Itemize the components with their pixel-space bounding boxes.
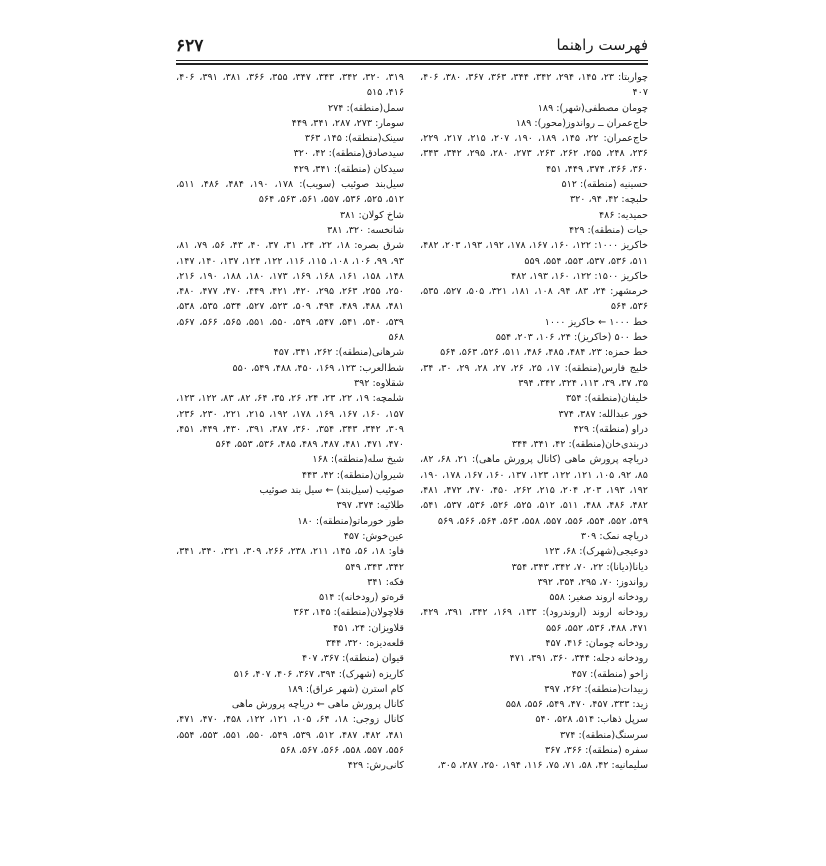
index-column-left xyxy=(176,70,404,774)
index-entry xyxy=(176,667,404,682)
index-entry-text: دیانا(دیانا): ۲۲، ۷۰، ۳۴۲، ۳۴۳، ۳۵۴ xyxy=(511,561,648,573)
index-entry xyxy=(420,391,648,406)
index-entry xyxy=(176,636,404,651)
index-entry xyxy=(420,116,648,131)
index-entry-text: شط‌العرب: ۱۲۳، ۱۶۹، ۴۵۰، ۴۸۸، ۵۴۹، ۵۵۰ xyxy=(232,362,404,374)
index-entry-text: قلاچولان(منطقه): ۱۴۵، ۳۶۳ xyxy=(293,607,404,619)
index-entry xyxy=(176,498,404,513)
index-entry-text: رودخانه اروند (اروندرود): ۱۳۳، ۱۶۹، ۳۴۲، ۳۹۱، ۴۲۹، ۴۷۱، ۴۸۸، ۵۳۶، ۵۵۲، ۵۵۶ xyxy=(420,607,648,634)
index-entry-text: دراو (منطقه): ۴۲۹ xyxy=(573,423,648,435)
index-entry-text: دریاچه پرورش ماهی (کانال پرورش ماهی): ۲۱، ۶۸، ۸۲، ۸۵، ۹۲، ۱۰۵، ۱۲۱، ۱۲۲، ۱۲۳، ۱۳۷، ۱۶۰، ۱۶۷، ۱۷۸، ۱۹۰، ۱۹۲، ۱۹۳، ۲۰۳، ۲۰۴، ۲۱۵، ۲۶۲، ۴۵۰، ۴۷۰، ۴۷۲، ۴۸۱، ۴۸۲، ۴۸۶، ۴۸۸، ۵۱۱، ۵۱۲، ۵۲۵، ۵۲۶، ۵۳۶، ۵۳۷، ۵۴۱، ۵۴۹، ۵۵۲، ۵۵۴، ۵۵۶، ۵۵۷، ۵۵۸، ۵۶۳، ۵۶۴، ۵۶۶، ۵۶۹ xyxy=(420,454,648,527)
index-entry-text: خط حمزه: ۲۳، ۴۸۴، ۴۸۵، ۴۸۶، ۵۱۱، ۵۲۶، ۵۶۳، ۵۶۴ xyxy=(440,347,648,359)
index-entry xyxy=(420,560,648,575)
index-entry-text: سومار: ۲۷۳، ۲۸۷، ۳۴۱، ۴۴۹ xyxy=(291,117,404,129)
index-entry xyxy=(176,376,404,391)
index-entry-text: شیخ سله(منطقه): ۱۶۸ xyxy=(312,454,404,466)
index-entry-text: چومان مصطفی(شهر): ۱۸۹ xyxy=(537,102,648,114)
index-entry xyxy=(176,70,404,101)
index-entry-text: قیوان (منطقه): ۳۶۷، ۴۰۷ xyxy=(302,653,404,665)
index-entry-text: حاج‌عمران ــ رواندوز(محور): ۱۸۹ xyxy=(515,117,648,129)
index-entry-text: فکه: ۳۴۱ xyxy=(367,576,404,588)
index-entry xyxy=(420,223,648,238)
index-entry xyxy=(420,177,648,192)
index-entry xyxy=(176,697,404,712)
index-entry xyxy=(420,330,648,345)
index-entry-text: قره‌تو (رودخانه): ۵۱۴ xyxy=(318,592,404,604)
index-entry-text: سیدکان (منطقه): ۳۴۱، ۴۲۹ xyxy=(293,163,404,175)
header-rule-thin xyxy=(176,60,648,61)
index-entry xyxy=(176,101,404,116)
index-entry xyxy=(420,743,648,758)
index-entry-text: سلیمانیه: ۴۲، ۵۸، ۷۱، ۷۵، ۱۱۶، ۱۹۴، ۲۵۰، ۲۸۷، ۳۰۵، xyxy=(437,760,648,772)
index-entry xyxy=(420,70,648,101)
index-entry-text: کانال زوجی: ۱۸، ۶۴، ۱۰۵، ۱۲۱، ۱۲۲، ۴۵۸، ۴۷۰، ۴۷۱، ۴۸۱، ۴۸۲، ۴۸۷، ۵۱۲، ۵۳۹، ۵۴۹، ۵۵۰، ۵۵۱، ۵۵۳، ۵۵۴، ۵۵۶، ۵۵۷، ۵۵۸، ۵۶۶، ۵۶۷، ۵۶۸ xyxy=(176,714,404,757)
page-number: ۶۲۷ xyxy=(176,36,204,56)
index-entry xyxy=(176,575,404,590)
index-entry xyxy=(176,712,404,758)
index-entry xyxy=(176,116,404,131)
index-entry-text: رودخانه چومان: ۴۱۶، ۴۵۷ xyxy=(545,637,648,649)
index-entry-text: رواندوز: ۷۰، ۲۹۵، ۳۵۴، ۳۹۲ xyxy=(537,576,648,588)
index-entry xyxy=(176,131,404,146)
index-entry-text: سیل‌بند صوئیب (سویب): ۱۷۸، ۱۹۰، ۴۸۴، ۴۸۶، ۵۱۱، ۵۱۲، ۵۲۵، ۵۳۶، ۵۵۷، ۵۶۱، ۵۶۳، ۵۶۴ xyxy=(176,179,405,206)
index-entry-text: دوعیجی(شهرک): ۶۸، ۱۲۳ xyxy=(544,546,648,558)
index-entry xyxy=(176,238,404,345)
index-entry xyxy=(420,192,648,207)
index-entry xyxy=(176,621,404,636)
index-entry-text: قلاویزان: ۲۴، ۴۵۱ xyxy=(333,622,404,634)
index-entry xyxy=(420,605,648,636)
index-entry xyxy=(176,682,404,697)
index-entry xyxy=(176,605,404,620)
index-entry xyxy=(420,529,648,544)
index-column-right xyxy=(420,70,648,774)
index-entry xyxy=(176,391,404,452)
index-entry-text: رودخانه دجله: ۳۴۴، ۳۶۰، ۳۹۱، ۴۷۱ xyxy=(509,653,648,665)
index-entry xyxy=(420,590,648,605)
index-entry-text: شرق بصره: ۱۸، ۲۲، ۲۴، ۳۱، ۳۷، ۴۰، ۴۳، ۵۶، ۷۹، ۸۱، ۹۳، ۹۹، ۱۰۶، ۱۰۸، ۱۱۵، ۱۱۶، ۱۲۲، ۱۲۴، ۱۳۷، ۱۴۰، ۱۴۷، ۱۴۸، ۱۵۸، ۱۶۱، ۱۶۸، ۱۶۹، ۱۷۳، ۱۸۰، ۱۸۸، ۱۹۰، ۲۱۶، ۲۵۰، ۲۵۵، ۲۶۳، ۲۹۵، ۴۲۰، ۴۲۱، ۴۴۹، ۴۷۰، ۴۷۷، ۴۸۰، ۴۸۱، ۴۸۸، ۴۸۹، ۴۹۴، ۵۰۹، ۵۲۳، ۵۲۷، ۵۳۴، ۵۳۵، ۵۳۸، ۵۳۹، ۵۴۰، ۵۴۱، ۵۴۷، ۵۴۹، ۵۵۰، ۵۵۱، ۵۶۵، ۵۶۶، ۵۶۷، ۵۶۸ xyxy=(176,240,405,344)
index-entry-text: شرهانی(منطقه): ۲۶۲، ۳۴۱، ۴۵۷ xyxy=(273,347,404,359)
index-entry xyxy=(420,697,648,712)
index-entry-text: کام استرن (شهر عراق): ۱۸۹ xyxy=(287,683,404,695)
index-entry-text: چواربتا: ۲۳، ۱۴۵، ۲۹۴، ۳۴۲، ۳۴۴، ۳۶۳، ۳۶۷، ۳۸۰، ۴۰۶، ۴۰۷ xyxy=(420,72,648,99)
index-entry-text: سرپل ذهاب: ۵۱۴، ۵۲۸، ۵۴۰ xyxy=(535,714,648,726)
index-entry xyxy=(420,208,648,223)
index-entry xyxy=(420,667,648,682)
index-entry xyxy=(420,407,648,422)
index-entry xyxy=(420,452,648,528)
index-entry xyxy=(176,514,404,529)
index-entry xyxy=(176,590,404,605)
index-entry xyxy=(420,636,648,651)
index-entry xyxy=(420,682,648,697)
index-entry-text: خلیفان(منطقه): ۳۵۴ xyxy=(566,393,648,405)
index-entry-text: شاخ کولان: ۳۸۱ xyxy=(340,209,404,221)
index-entry-text: خاکریز ۱۵۰۰: ۱۲۲، ۱۶۰، ۱۹۳، ۴۸۲ xyxy=(511,270,648,282)
index-entry-text: شلمچه: ۱۹، ۲۲، ۲۳، ۲۴، ۲۶، ۳۵، ۶۴، ۸۲، ۸۳، ۱۲۲، ۱۲۳، ۱۵۷، ۱۶۰، ۱۶۷، ۱۶۹، ۱۷۸، ۱۹۲، ۲۱۵، ۲۲۱، ۲۳۰، ۲۳۶، ۳۰۹، ۳۴۲، ۳۴۳، ۳۵۴، ۳۶۰، ۳۸۷، ۳۹۱، ۴۳۰، ۴۴۹، ۴۵۱، ۴۷۰، ۴۷۱، ۴۸۱، ۴۸۷، ۴۸۹، ۴۸۵، ۵۳۶، ۵۵۳، ۵۶۴ xyxy=(176,393,404,451)
index-entry xyxy=(176,651,404,666)
index-entry-text: طلائیه: ۳۷۴، ۳۹۷ xyxy=(336,500,404,512)
index-entry-text: دربندی‌خان(منطقه): ۴۲، ۳۴۱، ۳۴۴ xyxy=(511,439,648,451)
index-entry-text: فاو: ۱۸، ۵۶، ۱۴۵، ۲۱۱، ۲۳۸، ۲۶۶، ۳۰۹، ۳۲۱، ۳۴۰، ۳۴۱، ۳۴۲، ۳۴۳، ۵۴۹ xyxy=(176,546,405,573)
index-entry-text: سینک(منطقه): ۱۴۵، ۳۶۳ xyxy=(304,133,404,145)
index-entry-text: خاکریز ۱۰۰۰: ۱۲۲، ۱۶۰، ۱۶۷، ۱۷۸، ۱۹۲، ۱۹۳، ۲۰۳، ۴۸۲، ۵۱۱، ۵۳۶، ۵۳۷، ۵۵۳، ۵۵۴، ۵۵۹ xyxy=(420,240,648,267)
index-entry xyxy=(420,238,648,269)
index-entry-text: کاریزه (شهرک): ۳۹۴، ۳۶۷، ۴۰۶، ۴۰۷، ۵۱۶ xyxy=(233,668,404,680)
index-entry xyxy=(176,223,404,238)
index-entry-text: کانی‌رش: ۴۲۹ xyxy=(347,760,404,772)
index-entry-text: سمل(منطقه): ۲۷۴ xyxy=(328,102,404,114)
index-entry xyxy=(420,101,648,116)
index-entry-text: عین‌خوش: ۴۵۷ xyxy=(343,530,404,542)
index-entry-text: طوز خورماتو(منطقه): ۱۸۰ xyxy=(297,515,404,527)
index-entry xyxy=(420,544,648,559)
index-entry-text: حاج‌عمران: ۲۲، ۱۴۵، ۱۸۹، ۱۹۰، ۲۰۷، ۲۱۵، ۲۱۷، ۲۲۹، ۲۳۶، ۲۴۸، ۲۵۵، ۲۶۲، ۲۶۳، ۲۷۳، ۲۸۰، ۲۹۵، ۳۴۲، ۳۴۳، ۳۶۰، ۳۶۶، ۳۷۴، ۴۴۹، ۴۵۱ xyxy=(420,133,649,175)
index-entry-text: دریاچه نمک: ۳۰۹ xyxy=(580,530,648,542)
index-entry xyxy=(420,758,648,773)
index-entry xyxy=(176,529,404,544)
index-entry-text: قلعه‌دیزه: ۳۲۰، ۳۴۴ xyxy=(325,637,404,649)
index-entry xyxy=(420,345,648,360)
index-entry-text: خرمشهر: ۲۴، ۸۳، ۹۴، ۱۰۸، ۱۸۱، ۳۲۱، ۵۰۵، ۵۲۷، ۵۳۵، ۵۳۶، ۵۶۴ xyxy=(420,286,648,313)
index-entry xyxy=(420,131,648,177)
index-entry xyxy=(176,758,404,773)
index-entry-text: رودخانه اروند صغیر: ۵۵۸ xyxy=(549,592,648,604)
index-entry xyxy=(420,269,648,284)
index-entry xyxy=(176,177,404,208)
index-entry xyxy=(176,361,404,376)
index-entry xyxy=(176,468,404,483)
index-entry-text: خط ۱۰۰۰ ← خاکریز ۱۰۰۰ xyxy=(544,316,648,328)
index-entry-text: شقلاوه: ۳۹۲ xyxy=(353,377,404,389)
index-entry xyxy=(420,361,648,392)
index-entry xyxy=(176,544,404,575)
index-entry-text: سفره (منطقه): ۳۶۶، ۳۶۷ xyxy=(544,745,648,757)
index-entry xyxy=(420,728,648,743)
index-entry xyxy=(420,712,648,727)
index-entry-text: زبیدات(منطقه): ۲۶۲، ۳۹۷ xyxy=(544,683,648,695)
index-entry xyxy=(420,651,648,666)
index-entry-text: شانخسه: ۳۲۰، ۳۸۱ xyxy=(327,224,404,236)
header-rule-thick xyxy=(176,63,648,65)
index-entry xyxy=(176,452,404,467)
index-entry-text: حلبچه: ۴۲، ۹۴، ۳۲۰ xyxy=(569,194,648,206)
index-entry xyxy=(176,483,404,498)
index-entry-text: سیدصادق(منطقه): ۴۲، ۳۲۰ xyxy=(293,148,404,160)
index-entry xyxy=(176,345,404,360)
index-entry-text: کانال پرورش ماهی ← دریاچه پرورش ماهی xyxy=(231,699,404,711)
index-entry xyxy=(420,422,648,437)
index-entry xyxy=(420,437,648,452)
index-entry-text: حیات (منطقه): ۴۲۹ xyxy=(569,224,648,236)
index-entry-text: زاخو (منطقه): ۴۵۷ xyxy=(571,668,648,680)
index-entry xyxy=(420,315,648,330)
index-entry-text: سرسنگ(منطقه): ۳۷۴ xyxy=(560,729,648,741)
index-entry-text: حمیدیه: ۴۸۶ xyxy=(599,209,648,221)
index-entry xyxy=(176,162,404,177)
index-entry-text: صوئیب (سیل‌بند) ← سیل بند صوئیب xyxy=(259,485,404,497)
index-entry-text: زید: ۳۳۳، ۴۵۷، ۴۷۰، ۵۴۹، ۵۵۶، ۵۵۸ xyxy=(505,699,648,711)
index-entry-text: شیروان(منطقه): ۴۲، ۴۴۳ xyxy=(301,469,404,481)
index-entry-text: خط ۵۰۰ (خاکریز): ۲۴، ۱۰۶، ۲۰۳، ۵۵۴ xyxy=(495,332,648,344)
index-entry-text: خور عبدالله: ۳۸۷، ۳۷۴ xyxy=(558,408,648,420)
index-entry xyxy=(420,284,648,315)
index-entry-text: ۳۱۹، ۳۲۰، ۳۴۲، ۳۴۳، ۳۴۷، ۳۵۵، ۳۶۶، ۳۸۱، ۳۹۱، ۴۰۶، ۴۱۶، ۵۱۵ xyxy=(176,72,404,99)
index-entry xyxy=(176,208,404,223)
index-entry xyxy=(420,575,648,590)
running-title: فهرست راهنما xyxy=(556,36,648,54)
index-entry xyxy=(176,146,404,161)
index-entry-text: خلیج فارس(منطقه): ۱۷، ۲۵، ۲۶، ۲۷، ۲۸، ۲۹، ۳۰، ۳۴، ۳۵، ۳۷، ۳۹، ۱۱۳، ۳۲۴، ۳۴۲، ۳۹۴ xyxy=(420,362,648,389)
index-entry-text: حسینیه (منطقه): ۵۱۲ xyxy=(561,179,648,191)
